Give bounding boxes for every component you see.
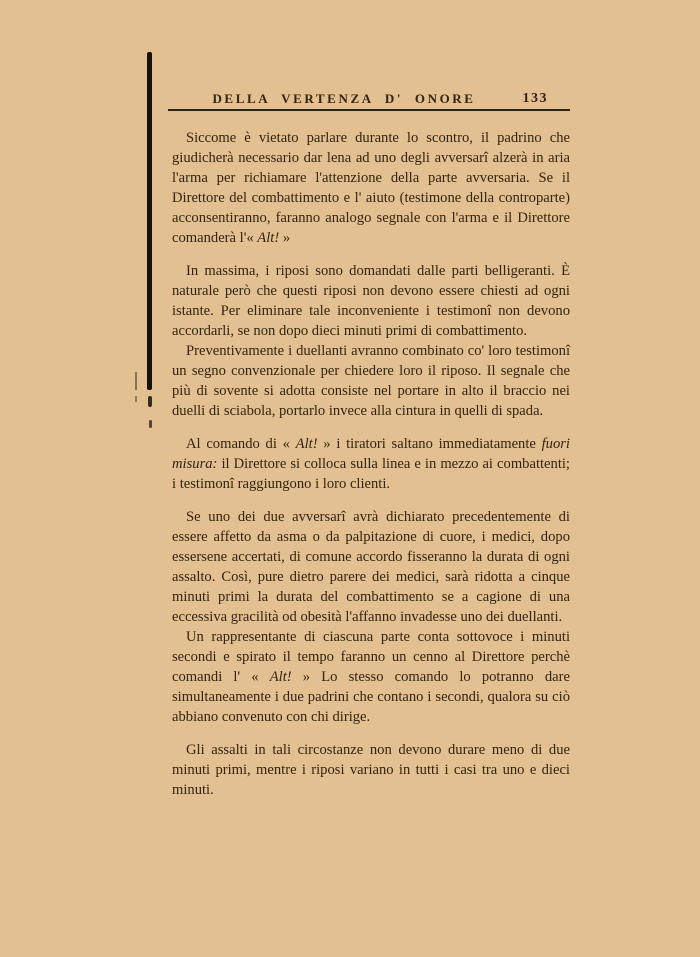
body-text (172, 128, 570, 800)
paragraph (172, 627, 570, 727)
running-header (170, 91, 570, 109)
paragraph-text: » (279, 230, 291, 246)
paragraph-text-italic: Alt! (269, 669, 292, 685)
paragraph (172, 128, 570, 248)
paragraph-text: Al comando di « (186, 436, 296, 452)
paragraph-text: Se uno dei due avversarî avrà dichiarato precedentemente di essere affetto da asma o da palpitazione di cuore, i medici, dopo essersene accertati, di comune accordo fisseranno la durata di ogni assalto. Così, pure dietro parere dei medici, sarà ridotta a cinque minuti primi la durata del combattimento se a cagione di una eccessiva gracilità od obesità l'affanno invadesse uno dei duellanti. (172, 509, 570, 625)
paragraph-text-italic: Alt! (257, 230, 280, 246)
binding-mark-tick (135, 372, 137, 390)
paragraph-text: » Lo stesso comando lo potranno dare simultaneamente i due padrini che contano i secondi, qualora su ciò abbiano convenuto con chi dirige. (172, 669, 570, 725)
header-rule (168, 109, 570, 111)
binding-mark (147, 52, 152, 390)
paragraph (172, 261, 570, 341)
paragraph-text: » i tiratori saltano immediatamente (317, 436, 542, 452)
paragraph-text-italic: Alt! (295, 436, 318, 452)
paragraph (172, 434, 570, 494)
paragraph-text: Gli assalti in tali circostanze non devono durare meno di due minuti primi, mentre i riposi variano in tutti i casi tra uno e dieci minuti. (172, 742, 570, 798)
paragraph (172, 740, 570, 800)
binding-mark-dash (148, 396, 152, 407)
paragraph-text: Siccome è vietato parlare durante lo scontro, il padrino che giudicherà necessario dar lena ad uno degli avversarî alzerà in aria l'arma per richiamare l'attenzione della parte avversaria. Se il Direttore del combattimento e l' aiuto (testimone della controparte) acconsentiranno, faranno analogo segnale con l'arma e il Direttore comanderà l'« (172, 130, 570, 246)
paragraph-text: In massima, i riposi sono domandati dalle parti belligeranti. È naturale però che questi riposi non devono essere chiesti ad ogni istante. Per eliminare tale inconveniente i testimonî non devono accordarli, se non dopo dieci minuti primi di combattimento. (172, 263, 570, 339)
page-number: 133 (522, 91, 548, 106)
page-title: DELLA VERTENZA D' ONORE (212, 91, 476, 106)
binding-mark-dash (149, 420, 152, 428)
paragraph-text: Un rappresentante di ciascuna parte conta sottovoce i minuti secondi e spirato il tempo faranno un cenno al Direttore perchè comandi l' « (172, 629, 570, 685)
paragraph-text-italic: fuori misura: (172, 436, 570, 472)
binding-mark-tick (135, 396, 137, 402)
paragraph-text: il Direttore si colloca sulla linea e in mezzo ai combattenti; i testimonî raggiungono i loro clienti. (172, 456, 570, 492)
paragraph (172, 507, 570, 627)
paragraph-text: Preventivamente i duellanti avranno combinato co' loro testimonî un segno convenzionale per chiedere loro il riposo. Il segnale che più di sovente si adotta consiste nel portare in alto il braccio nei duelli di sciabola, portarlo invece alla cintura in quelli di spada. (172, 343, 570, 419)
paragraph (172, 341, 570, 421)
